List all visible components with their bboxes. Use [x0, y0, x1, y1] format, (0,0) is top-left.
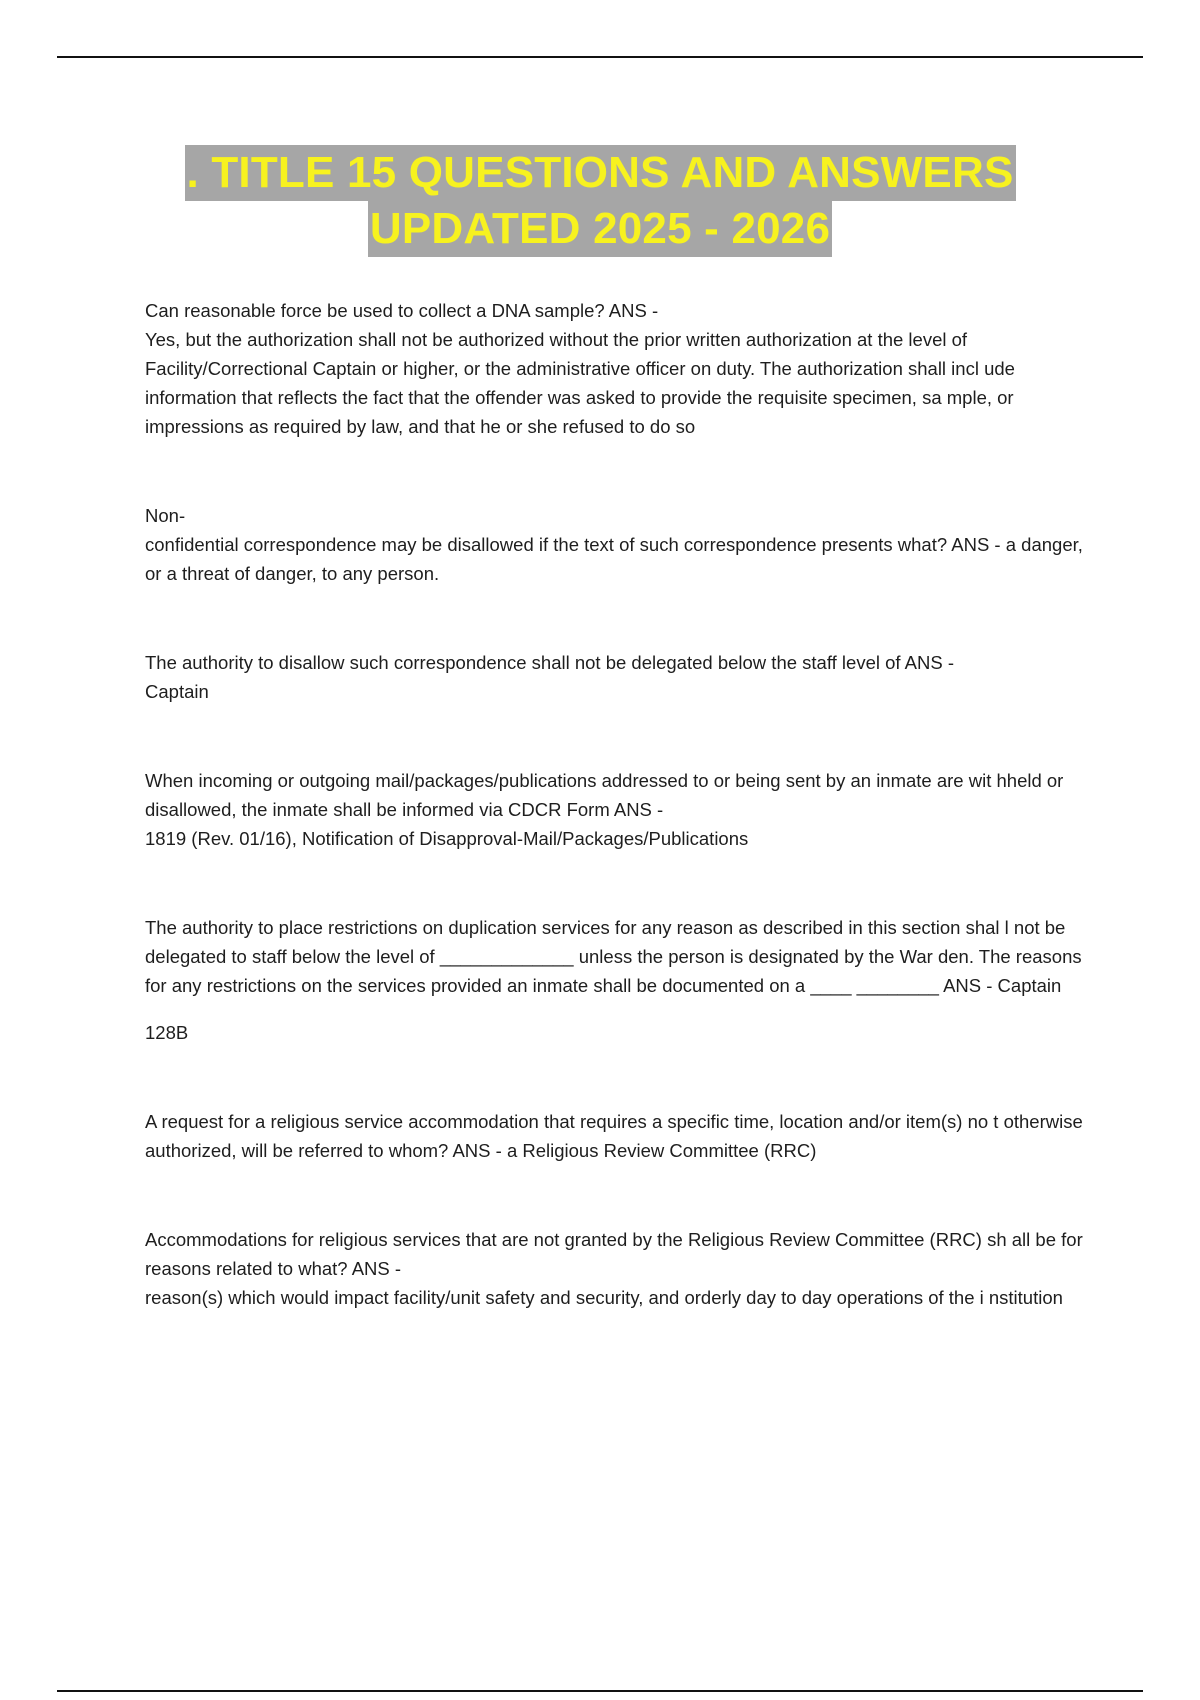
qa-item-duplication-services: The authority to place restrictions on duplication services for any reason as described in this section shal l not be delegated to staff below the level of _____________ unless the person is designated by the War den. The reasons for any restrictions on the services provided an inmate shall be documented on a ____ ________ ANS - Captain — [145, 917, 1082, 996]
document-title — [0, 145, 1200, 257]
qa-item-form-128b: 128B — [145, 1022, 189, 1043]
title-line-1: . TITLE 15 QUESTIONS AND ANSWERS — [185, 145, 1016, 201]
bottom-rule — [57, 1690, 1143, 1692]
top-rule — [57, 56, 1143, 58]
qa-item-dna-sample: Can reasonable force be used to collect a DNA sample? ANS - Yes, but the authorization shall not be authorized without the prior written authorization at the level of Facility/Correctional Captain or higher, or the administrative officer on duty. The authorization shall incl ude information that reflects the fact that the offender was asked to provide the requisite specimen, sa mple, or impressions as required by law, and that he or she refused to do so — [145, 300, 1015, 437]
qa-item-religious-accommodations: Accommodations for religious services that are not granted by the Religious Review Committee (RRC) sh all be for reasons related to what? ANS - reason(s) which would impact facility/unit safety and security, and orderly day to day operations of the i nstitution — [145, 1229, 1083, 1308]
qa-item-non-confidential-correspondence: Non- confidential correspondence may be disallowed if the text of such correspondence presents what? ANS - a danger, or a threat of danger, to any person. — [145, 505, 1083, 584]
title-line-2: UPDATED 2025 - 2026 — [368, 201, 832, 257]
qa-list — [145, 296, 1095, 1312]
qa-item-religious-request: A request for a religious service accommodation that requires a specific time, location and/or item(s) no t otherwise authorized, will be referred to whom? ANS - a Religious Review Committee (RRC) — [145, 1111, 1083, 1161]
qa-item-disallow-authority: The authority to disallow such correspondence shall not be delegated below the staff level of ANS - Captain — [145, 652, 955, 702]
qa-item-mail-withheld: When incoming or outgoing mail/packages/publications addressed to or being sent by an inmate are wit hheld or disallowed, the inmate shall be informed via CDCR Form ANS - 1819 (Rev. 01/16), Notification of Disapproval-Mail/Packages/Publications — [145, 770, 1064, 849]
